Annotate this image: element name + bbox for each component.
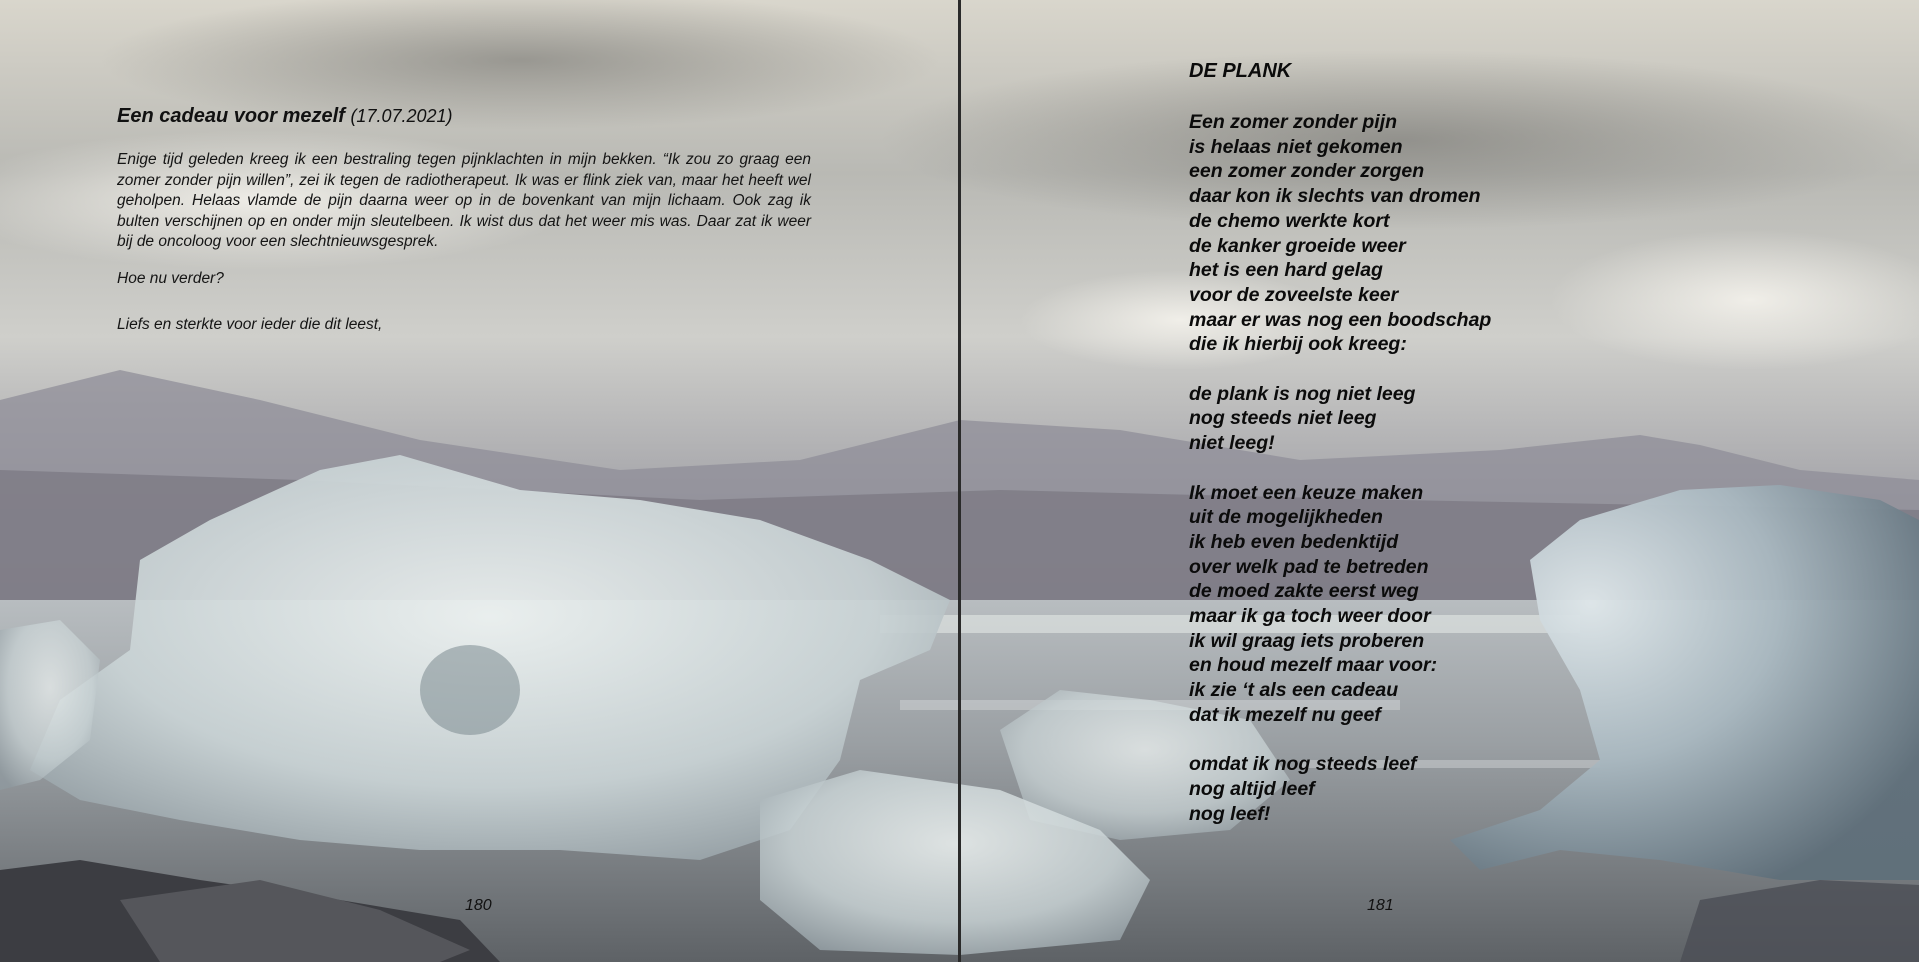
left-page (0, 0, 958, 962)
poem-stanza (1189, 481, 1491, 728)
poem-line: dat ik mezelf nu geef (1189, 703, 1381, 726)
poem-stanza (1189, 752, 1491, 826)
poem-line: voor de zoveelste keer (1189, 283, 1399, 306)
poem-line: ik zie ‘t als een cadeau (1189, 679, 1399, 702)
poem-line: maar ik ga toch weer door (1189, 605, 1431, 628)
page-number-right: 181 (1367, 897, 1394, 914)
poem-line: Ik moet een keuze maken (1189, 481, 1424, 504)
page-number-left: 180 (465, 897, 492, 914)
article-title: Een cadeau voor mezelf (117, 105, 345, 127)
poem-line: daar kon ik slechts van dromen (1189, 185, 1481, 208)
poem-line: nog altijd leef (1189, 777, 1315, 800)
poem-stanza (1189, 382, 1491, 456)
poem-line: ik wil graag iets proberen (1189, 629, 1425, 652)
article-paragraph: Enige tijd geleden kreeg ik een bestraling tegen pijnklachten in mijn bekken. “Ik zou zo graag een zomer zonder pijn willen”, zei ik tegen de radiotherapeut. Ik was er flink ziek van, maar het heeft wel geholpen. Helaas vlamde de pijn daarna weer op in de bovenkant van mijn lichaam. Ook zag ik bulten verschijnen op en onder mijn sleutelbeen. Ik wist dus dat het weer mis was. Daar zat ik weer bij de oncoloog voor een slechtnieuwsgesprek. (117, 151, 811, 250)
article-closing: Liefs en sterkte voor ieder die dit leest, (117, 316, 383, 333)
poem-line: over welk pad te betreden (1189, 555, 1429, 578)
poem-line: is helaas niet gekomen (1189, 135, 1403, 158)
poem-line: de plank is nog niet leeg (1189, 382, 1416, 405)
poem-line: die ik hierbij ook kreeg: (1189, 333, 1407, 356)
poem-title: DE PLANK (1189, 60, 1292, 82)
poem-body (1189, 110, 1491, 851)
right-page (961, 0, 1919, 962)
poem-stanza (1189, 110, 1491, 357)
poem-line: de moed zakte eerst weg (1189, 580, 1419, 603)
poem-line: een zomer zonder zorgen (1189, 160, 1425, 183)
poem-line: omdat ik nog steeds leef (1189, 753, 1417, 776)
poem-line: de chemo werkte kort (1189, 209, 1390, 232)
poem-line: Een zomer zonder pijn (1189, 111, 1398, 133)
poem-line: nog leef! (1189, 802, 1271, 825)
poem-line: nog steeds niet leeg (1189, 407, 1377, 430)
poem-line: het is een hard gelag (1189, 259, 1383, 282)
article-body (117, 150, 811, 253)
left-page-heading (117, 105, 453, 128)
poem-line: uit de mogelijkheden (1189, 506, 1383, 529)
article-question: Hoe nu verder? (117, 270, 224, 287)
article-date: (17.07.2021) (350, 106, 453, 126)
poem-line: de kanker groeide weer (1189, 234, 1406, 257)
poem-line: ik heb even bedenktijd (1189, 530, 1399, 553)
poem-line: maar er was nog een boodschap (1189, 308, 1492, 331)
poem-line: niet leeg! (1189, 432, 1275, 455)
poem-line: en houd mezelf maar voor: (1189, 654, 1438, 677)
